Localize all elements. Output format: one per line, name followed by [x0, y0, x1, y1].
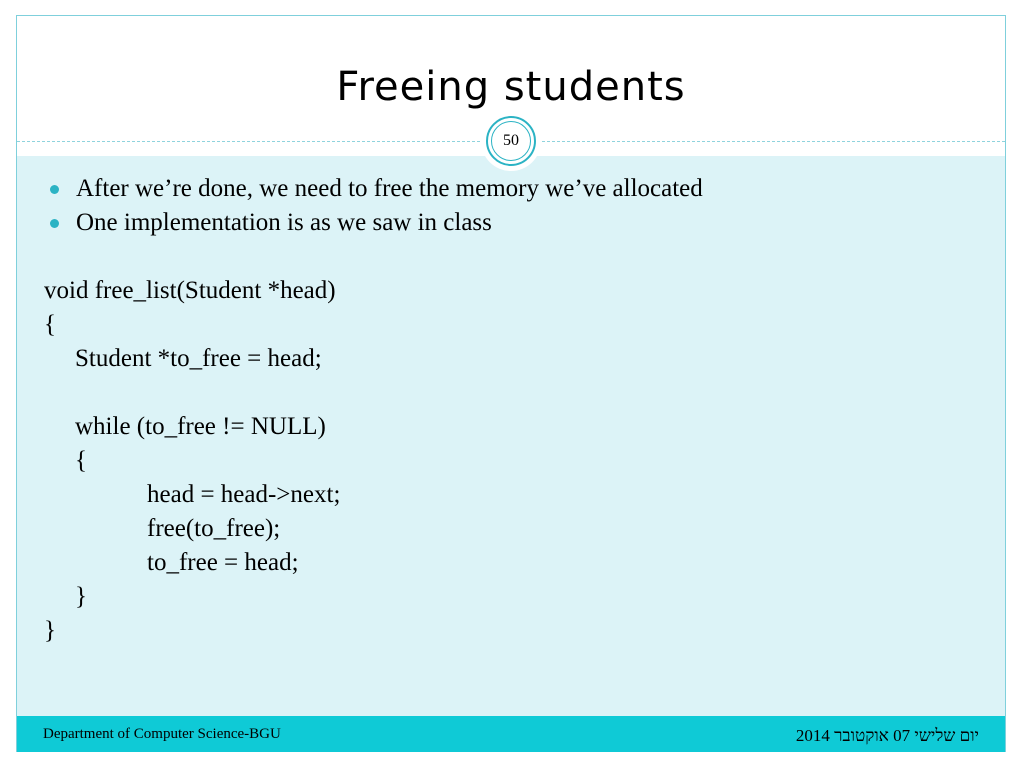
code-block: [44, 274, 340, 648]
code-line: free(to_free);: [147, 515, 281, 542]
code-line: Student *to_free = head;: [75, 345, 322, 372]
code-line: }: [75, 583, 87, 610]
code-line: [44, 376, 340, 410]
code-line: head = head->next;: [147, 481, 341, 508]
code-line: while (to_free != NULL): [75, 413, 326, 440]
code-line: }: [44, 617, 56, 644]
bullet-item: [46, 206, 703, 240]
footer-bar: [17, 716, 1005, 752]
bullet-item: [46, 172, 703, 206]
code-line: {: [75, 447, 87, 474]
footer-department: Department of Computer Science-BGU: [43, 726, 281, 742]
slide-title: Freeing students: [336, 64, 686, 110]
bullet-icon: [50, 185, 59, 194]
bullet-text: One implementation is as we saw in class: [76, 209, 492, 236]
bullet-text: After we’re done, we need to free the memory we’ve allocated: [76, 175, 703, 202]
slide-number-badge: [486, 116, 536, 166]
code-line: {: [44, 311, 56, 338]
code-line: void free_list(Student *head): [44, 277, 336, 304]
footer-date: יום שלישי 07 אוקטובר 2014: [795, 726, 979, 745]
slide-number: 50: [491, 121, 531, 161]
bullet-list: [46, 172, 703, 240]
code-line: to_free = head;: [147, 549, 299, 576]
bullet-icon: [50, 219, 59, 228]
